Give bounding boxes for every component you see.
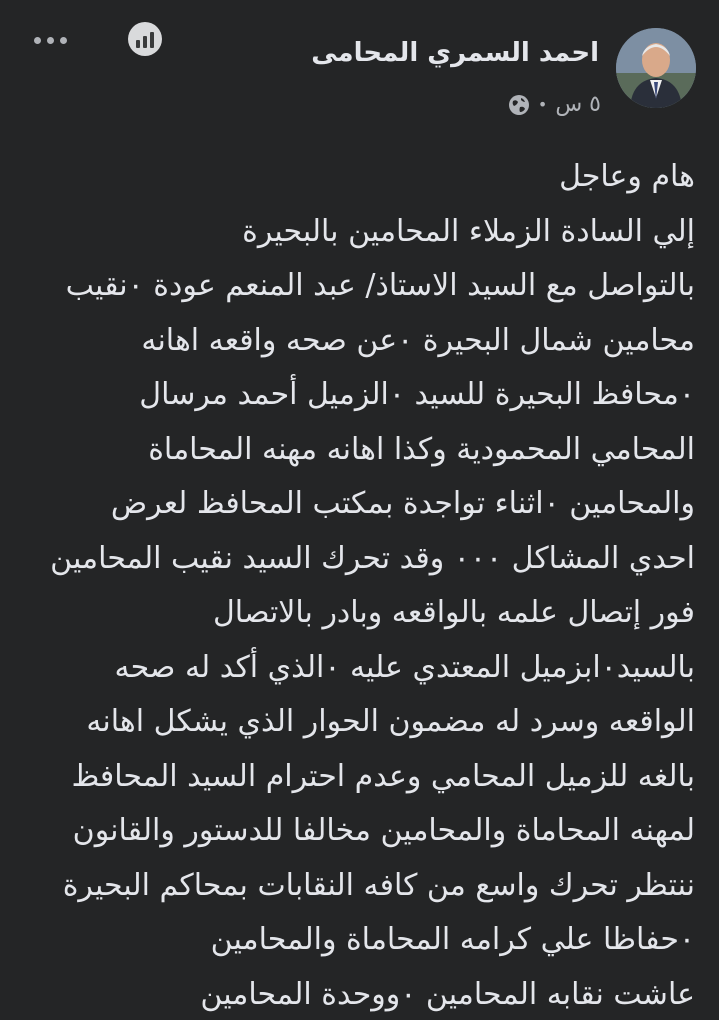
post-text-line: محامين شمال البحيرة ٠عن صحه واقعه اهانه <box>141 322 695 358</box>
post-text-line: ٠حفاظا علي كرامه المحاماة والمحامين <box>210 922 695 957</box>
post-text <box>5 150 695 1020</box>
author-name[interactable]: احمد السمري المحامى <box>311 38 599 68</box>
post-text-line: والمحامين ٠اثناء تواجدة بمكتب المحافظ لعرض <box>110 486 695 521</box>
post-meta <box>508 92 601 117</box>
post-time[interactable]: ٥ س <box>555 92 601 117</box>
post-text-line: بالسيد٠ابزميل المعتدي عليه ٠الذي أكد له صحه <box>114 649 695 685</box>
post-text-line: إلي السادة الزملاء المحامين بالبحيرة <box>242 213 695 249</box>
post-text-line: عاشت نقابه المحامين ٠ووحدة المحامين <box>200 976 695 1012</box>
post-text-line: فور إتصال علمه بالواقعه وبادر بالاتصال <box>213 595 695 630</box>
insights-icon[interactable] <box>128 22 162 56</box>
meta-separator: • <box>537 95 548 114</box>
globe-icon[interactable] <box>508 94 530 116</box>
post-text-line: بالتواصل مع السيد الاستاذ/ عبد المنعم عودة ٠نقيب <box>65 268 695 303</box>
post-text-line: احدي المشاكل ٠٠٠ وقد تحرك السيد نقيب المحامين <box>50 540 695 576</box>
more-options-icon[interactable] <box>34 30 74 50</box>
post-text-line: الواقعه وسرد له مضمون الحوار الذي يشكل اهانه <box>86 704 695 739</box>
post-text-line: لمهنه المحاماة والمحامين مخالفا للدستور والقانون <box>72 813 695 848</box>
post-text-line: ننتظر تحرك واسع من كافه النقابات بمحاكم البحيرة <box>62 867 695 903</box>
post-text-line: ٠محافظ البحيرة للسيد ٠الزميل أحمد مرسال <box>139 377 695 412</box>
post-header <box>0 0 719 125</box>
post-text-line: هام وعاجل <box>559 159 695 194</box>
post-text-line: بالغه للزميل المحامي وعدم احترام السيد المحافظ <box>71 758 695 794</box>
author-avatar[interactable] <box>616 28 696 108</box>
post-text-line: المحامي المحمودية وكذا اهانه مهنه المحاماة <box>148 431 695 467</box>
